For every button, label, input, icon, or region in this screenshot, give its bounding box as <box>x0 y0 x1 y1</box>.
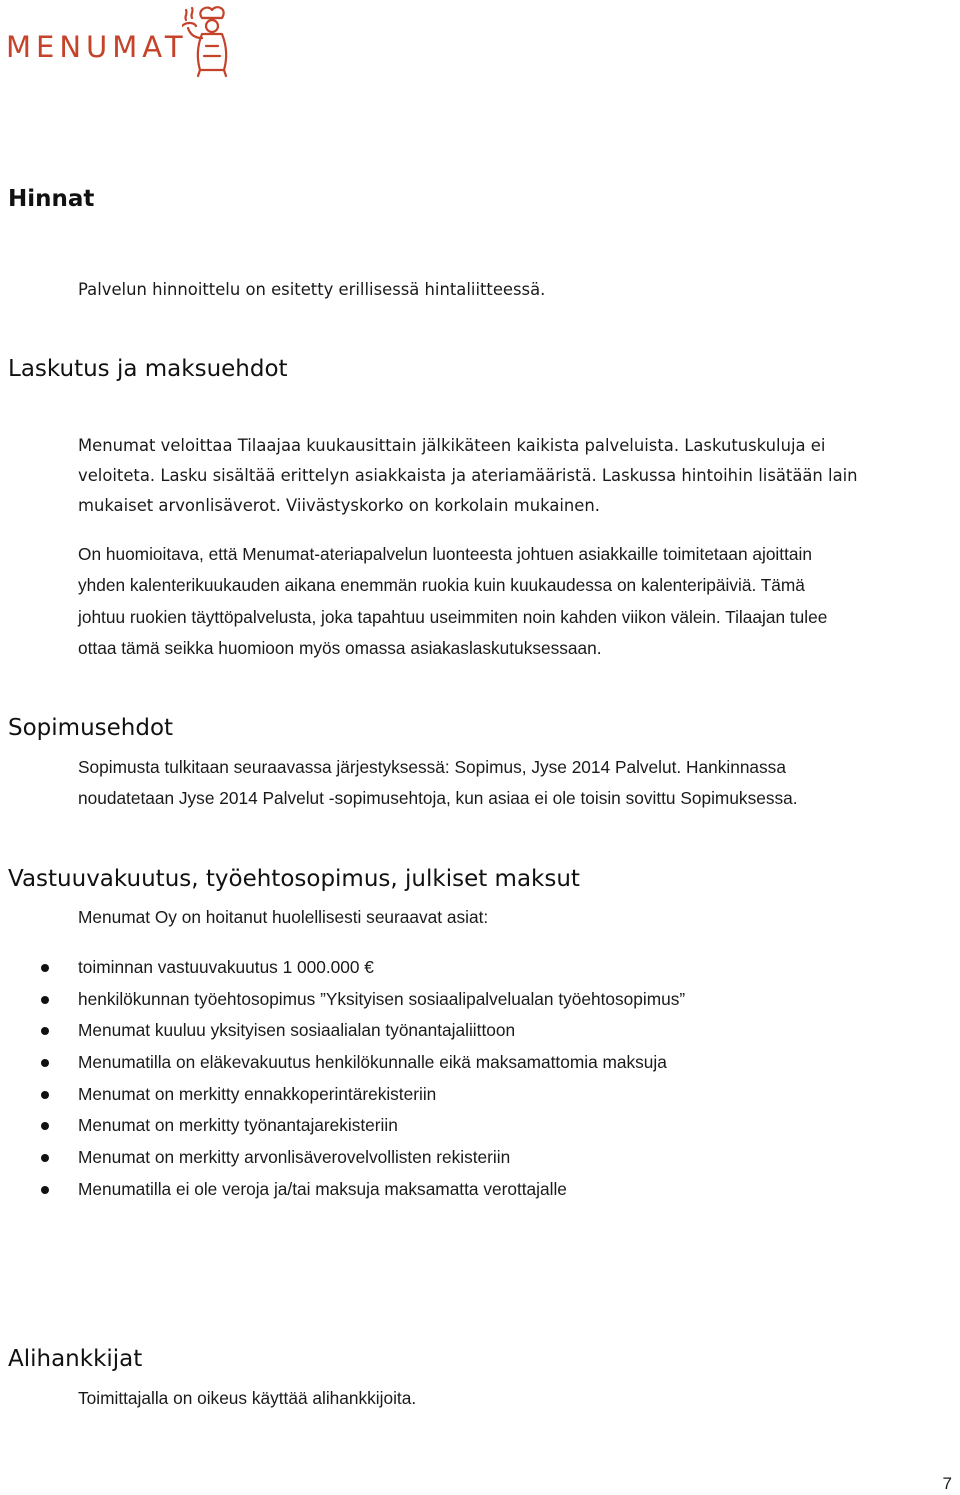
bullet-icon <box>41 1186 49 1194</box>
bullet-icon <box>41 964 49 972</box>
list-item: toiminnan vastuuvakuutus 1 000.000 € <box>0 952 960 984</box>
section-title-alihankkijat: Alihankkijat <box>8 1346 143 1372</box>
list-item: Menumat on merkitty ennakkoperintärekisteriin <box>0 1079 960 1111</box>
laskutus-note-line-1: On huomioitava, että Menumat-ateriapalvelun luonteesta johtuen asiakkaille toimitetaan ajoittain <box>78 544 812 564</box>
sopimusehdot-line-2: noudatetaan Jyse 2014 Palvelut -sopimusehtoja, kun asiaa ei ole toisin sovittu Sopimuksessa. <box>78 788 798 808</box>
hinnat-body: Palvelun hinnoittelu on esitetty erillisessä hintaliitteessä. <box>78 280 546 299</box>
bullet-icon <box>41 1154 49 1162</box>
bullet-icon <box>41 996 49 1004</box>
bullet-icon <box>41 1027 49 1035</box>
list-item: Menumat on merkitty arvonlisäverovelvollisten rekisteriin <box>0 1142 960 1174</box>
laskutus-line-1: Menumat veloittaa Tilaajaa kuukausittain jälkikäteen kaikista palveluista. Laskutuskuluja ei <box>78 436 826 455</box>
alihankkijat-body: Toimittajalla on oikeus käyttää alihankkijoita. <box>78 1388 417 1408</box>
vastuu-intro: Menumat Oy on hoitanut huolellisesti seuraavat asiat: <box>78 907 489 927</box>
laskutus-note-line-3: johtuu ruokien täyttöpalvelusta, joka tapahtuu useimmiten noin kahden viikon välein. Tilaajan tulee <box>78 607 828 627</box>
page-number: 7 <box>942 1474 952 1493</box>
sopimusehdot-line-1: Sopimusta tulkitaan seuraavassa järjestyksessä: Sopimus, Jyse 2014 Palvelut. Hankinnassa <box>78 757 786 777</box>
laskutus-line-3: mukaiset arvonlisäverot. Viivästyskorko on korkolain mukainen. <box>78 496 600 515</box>
section-title-vastuu: Vastuuvakuutus, työehtosopimus, julkiset maksut <box>8 866 580 892</box>
list-item: Menumatilla on eläkevakuutus henkilökunnalle eikä maksamattomia maksuja <box>0 1047 960 1079</box>
vastuu-list <box>0 952 960 1206</box>
chef-icon <box>182 4 244 78</box>
bullet-icon <box>41 1059 49 1067</box>
laskutus-line-2: veloiteta. Lasku sisältää erittelyn asiakkaista ja ateriamääristä. Laskussa hintoihin lisätään lain <box>78 466 858 485</box>
bullet-icon <box>41 1091 49 1099</box>
list-item: Menumat on merkitty työnantajarekisteriin <box>0 1110 960 1142</box>
section-title-sopimusehdot: Sopimusehdot <box>8 715 174 741</box>
laskutus-note-line-2: yhden kalenterikuukauden aikana enemmän ruokia kuin kuukaudessa on kalenteripäiviä. Tämä <box>78 575 805 595</box>
list-item: Menumat kuuluu yksityisen sosiaalialan työnantajaliittoon <box>0 1015 960 1047</box>
logo-text: MENUMAT <box>6 30 188 64</box>
list-item: henkilökunnan työehtosopimus ”Yksityisen sosiaalipalvelualan työehtosopimus” <box>0 984 960 1016</box>
list-item: Menumatilla ei ole veroja ja/tai maksuja maksamatta verottajalle <box>0 1174 960 1206</box>
section-title-laskutus: Laskutus ja maksuehdot <box>8 356 288 382</box>
section-title-hinnat: Hinnat <box>8 186 95 212</box>
bullet-icon <box>41 1122 49 1130</box>
menumat-logo <box>6 4 246 80</box>
laskutus-note-line-4: ottaa tämä seikka huomioon myös omassa asiakaslaskutuksessaan. <box>78 638 602 658</box>
